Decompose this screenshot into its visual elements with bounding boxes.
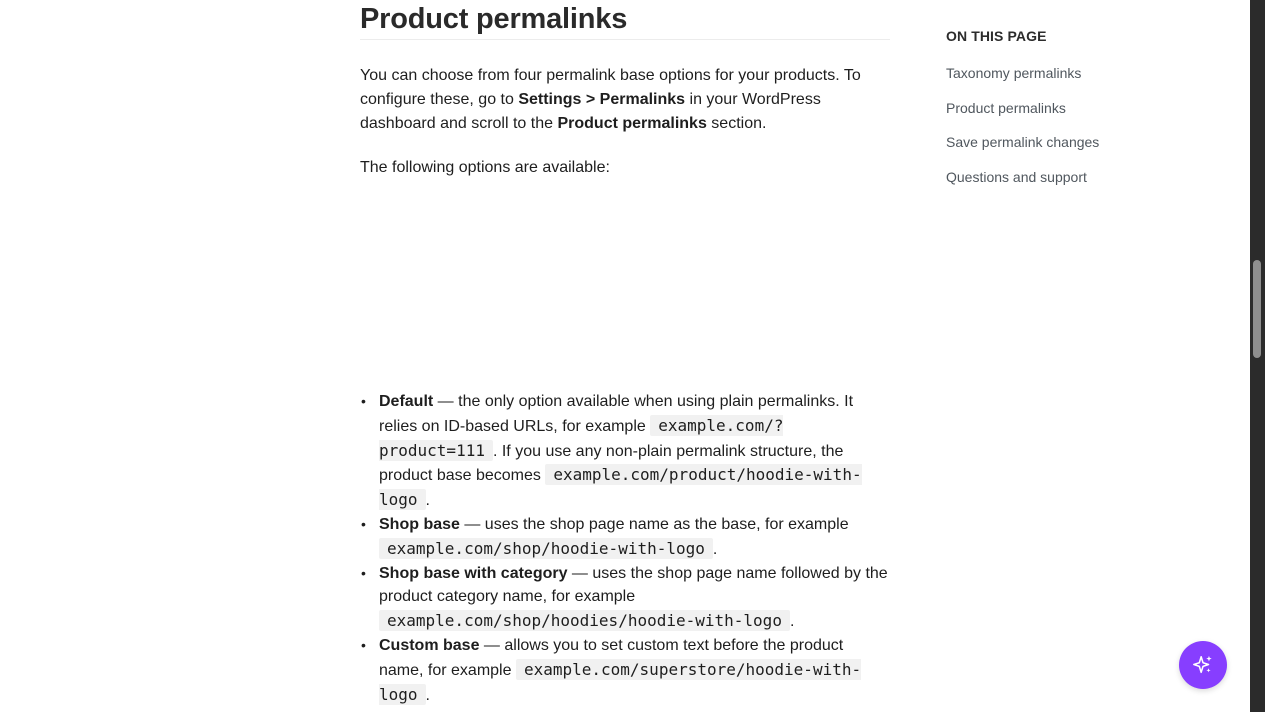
code-example: example.com/product/hoodie-with-logo <box>379 465 862 510</box>
toc-link-save-permalink-changes[interactable]: Save permalink changes <box>946 134 1100 151</box>
list-item <box>360 513 890 562</box>
toc-title: ON THIS PAGE <box>946 28 1047 44</box>
settings-path: Settings > Permalinks <box>518 91 686 108</box>
toc-link-taxonomy-permalinks[interactable]: Taxonomy permalinks <box>946 65 1082 81</box>
intro-paragraph <box>360 64 890 136</box>
list-item <box>360 634 890 707</box>
intro-text: in your WordPress dashboard and scroll to the <box>360 91 821 132</box>
bullet: • <box>361 564 366 581</box>
option-text: — uses the shop page name as the base, for example <box>459 515 849 533</box>
bullet: • <box>361 636 366 653</box>
option-text: — the only option available when using plain permalinks. It relies on ID-based URLs, for example <box>379 393 854 435</box>
option-text: . <box>425 492 430 510</box>
intro-text: You can choose from four permalink base options for your products. To configure these, go to <box>360 67 861 108</box>
option-text: — uses the shop page name followed by the product category name, for example <box>379 564 888 606</box>
list-item <box>360 390 890 513</box>
option-title: Shop base with category <box>379 564 568 582</box>
toc-link-product-permalinks[interactable]: Product permalinks <box>946 99 1066 116</box>
code-example: example.com/?product=111 <box>379 415 784 460</box>
section-heading: Product permalinks <box>360 0 890 40</box>
article-content <box>360 0 890 707</box>
list-item <box>360 562 890 634</box>
option-title: Default <box>379 393 434 410</box>
option-title: Shop base <box>379 515 460 533</box>
options-intro: The following options are available: <box>360 159 610 176</box>
option-text: . <box>425 686 430 704</box>
code-example: example.com/shop/hoodie-with-logo <box>379 538 713 559</box>
ai-assistant-button[interactable] <box>1179 641 1227 689</box>
scrollbar-thumb[interactable] <box>1253 260 1261 358</box>
section-name: Product permalinks <box>557 115 707 132</box>
option-text: — allows you to set custom text before the product name, for example <box>379 636 844 679</box>
code-example: example.com/superstore/hoodie-with-logo <box>379 659 862 704</box>
intro-text: section. <box>706 115 767 132</box>
embedded-media-placeholder <box>360 180 890 390</box>
code-example: example.com/shop/hoodies/hoodie-with-logo <box>379 610 790 631</box>
sparkles-icon <box>1192 654 1214 676</box>
toc-link-questions-and-support[interactable]: Questions and support <box>946 169 1087 186</box>
bullet: • <box>361 393 366 409</box>
option-text: . If you use any non-plain permalink structure, the product base becomes <box>379 442 844 485</box>
scrollbar[interactable] <box>1250 0 1265 712</box>
option-text: . <box>789 613 795 631</box>
option-text: . <box>712 540 718 558</box>
table-of-contents <box>946 27 1206 203</box>
option-title: Custom base <box>379 636 480 654</box>
bullet: • <box>361 515 366 532</box>
permalink-options-list <box>360 390 890 707</box>
